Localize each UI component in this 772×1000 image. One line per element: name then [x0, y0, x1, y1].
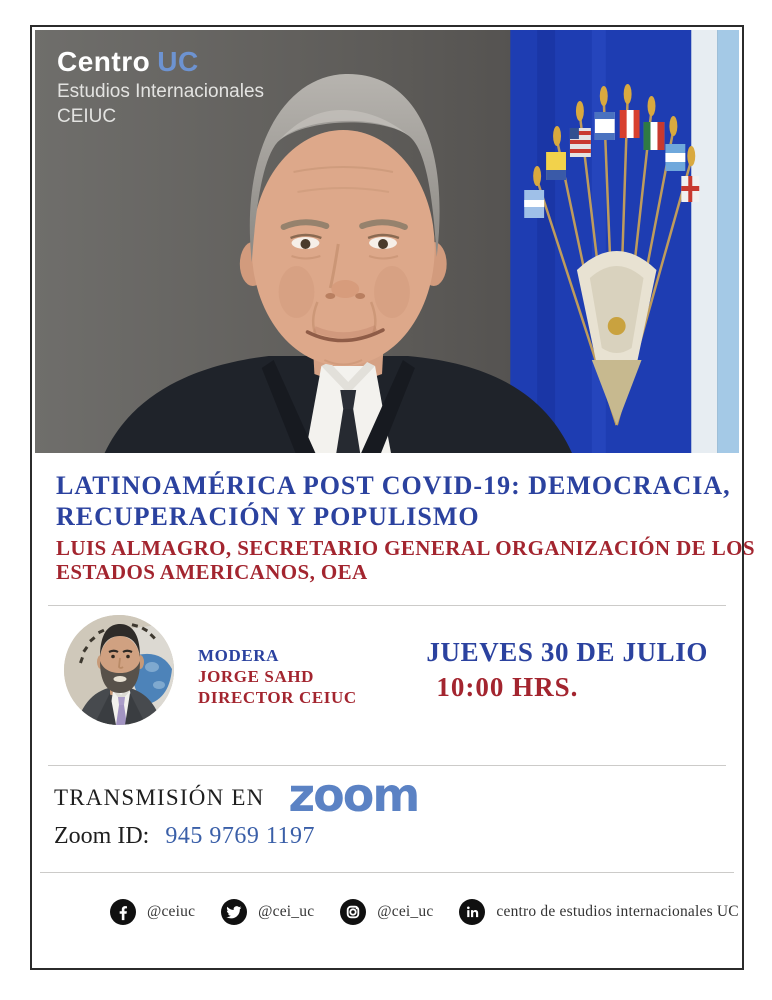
zoom-id-value[interactable]: 945 9769 1197	[165, 823, 315, 849]
social-item-linkedin[interactable]	[459, 899, 738, 925]
logo-subtitle: Estudios Internacionales	[57, 81, 265, 102]
centro-uc-logo	[57, 48, 264, 126]
event-title-line1: LATINOAMÉRICA POST COVID-19: DEMOCRACIA,	[56, 471, 731, 500]
logo-brand-secondary: UC	[157, 46, 199, 77]
twitter-icon[interactable]	[221, 899, 247, 925]
social-item-twitter[interactable]	[221, 899, 314, 925]
facebook-handle[interactable]: @ceiuc	[147, 903, 196, 920]
twitter-handle[interactable]: @cei_uc	[258, 903, 315, 920]
moderator-row	[32, 606, 742, 725]
moderator-name: JORGE SAHD	[198, 667, 315, 686]
hero-photo	[35, 30, 739, 453]
facebook-icon[interactable]	[110, 899, 136, 925]
stream-label: TRANSMISIÓN EN	[54, 785, 265, 810]
event-speaker-line1: LUIS ALMAGRO, SECRETARIO GENERAL ORGANIZACIÓN DE LOS	[56, 536, 755, 560]
instagram-icon[interactable]	[340, 899, 366, 925]
moderator-info	[198, 645, 357, 708]
moderator-role: DIRECTOR CEIUC	[198, 688, 357, 707]
instagram-handle[interactable]: @cei_uc	[377, 903, 434, 920]
linkedin-icon[interactable]	[459, 899, 485, 925]
social-item-facebook[interactable]	[110, 899, 195, 925]
moderator-label: MODERA	[198, 646, 280, 665]
event-date: JUEVES 30 DE JULIO	[426, 637, 708, 667]
event-speaker-line2: ESTADOS AMERICANOS, OEA	[56, 560, 368, 584]
zoom-logo: zoom	[288, 768, 419, 822]
linkedin-handle[interactable]: centro de estudios internacionales UC	[496, 903, 739, 920]
stream-block	[32, 766, 742, 850]
social-row	[32, 873, 742, 925]
event-speaker	[32, 532, 755, 584]
zoom-id-label: Zoom ID:	[54, 823, 150, 849]
logo-acronym: CEIUC	[57, 106, 117, 127]
event-title-line2: RECUPERACIÓN Y POPULISMO	[56, 502, 480, 531]
moderator-avatar	[64, 615, 174, 725]
moderator-avatar-illustration	[64, 615, 174, 725]
social-item-instagram[interactable]	[340, 899, 433, 925]
logo-brand-primary: Centro	[57, 46, 151, 77]
event-title	[32, 453, 742, 532]
event-time: 10:00 HRS.	[436, 672, 579, 702]
schedule	[426, 635, 708, 705]
flyer-frame	[30, 25, 755, 970]
